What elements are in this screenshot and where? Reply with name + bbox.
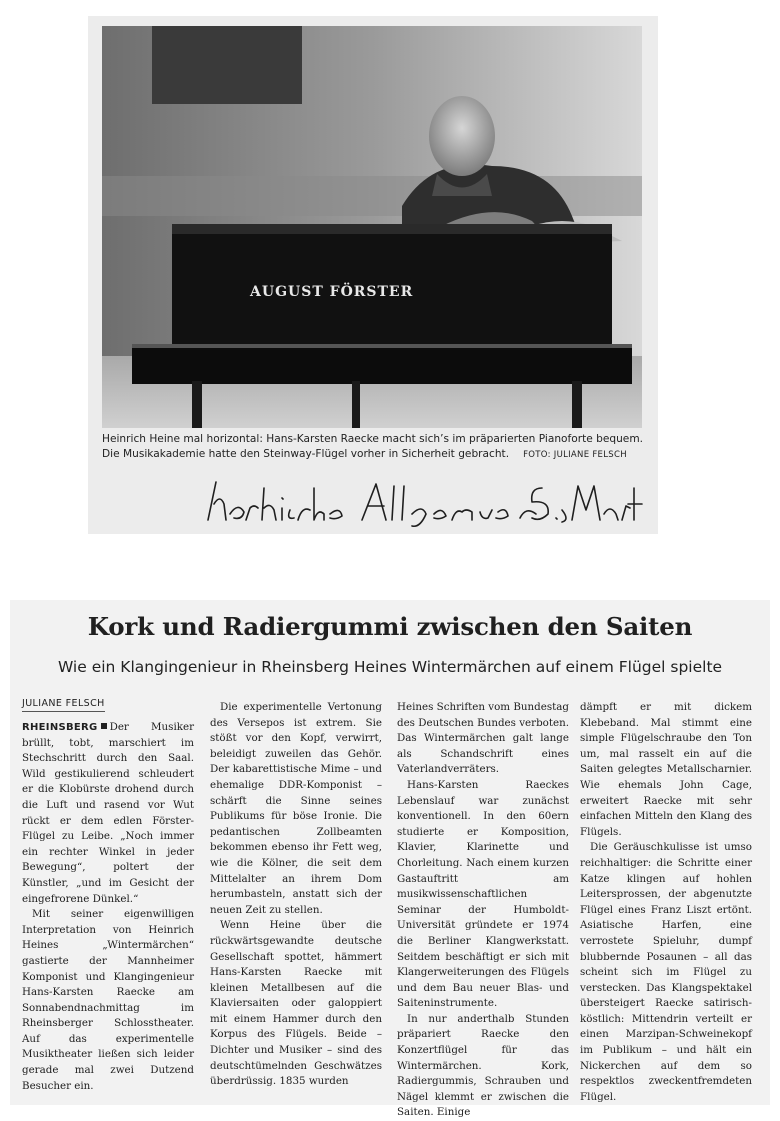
photo-caption xyxy=(102,432,650,463)
paragraph: Die Geräuschkulisse ist umso reichhaltiger: die Schritte einer Katze klingen auf hohlen Leitersprossen, der abgenutzte Flügel eines Franz Liszt ertönt. Asiatische Harfen, eine verrostete Spieluhr, dumpf blubbernde Posaunen – all das scheint sich im Flügel zu verstecken. Das Klangspektakel übersteigert Raecke satirisch-köstlich: Mittendrin verteilt er einen Marzipan-Schweinekopf im Publikum – und hält ein Nickerchen auf dem so respektlos zweckentfremdeten Flügel. xyxy=(580,841,752,1103)
paragraph: dämpft er mit dickem Klebeband. Mal stimmt eine simple Flügelschraube den Ton um, mal rasselt ein auf die Saiten gelegtes Metallscharnier. Wie ehemals John Cage, erweitert Raecke mit sehr einfachen Mitteln den Klang des Flügels. xyxy=(580,701,752,838)
article-byline: JULIANE FELSCH xyxy=(22,698,105,712)
paragraph: Hans-Karsten Raeckes Lebenslauf war zunächst konventionell. In den 60ern studierte er Komposition, Klavier, Klarinette und Chorleitung. Nach einem kurzen Gastauftritt am musikwissenschaftlichen Seminar der Humboldt-Universität gründete er 1974 die Berliner Klangwerkstatt. Seitdem beschäftigt er sich mit Klangerweiterungen des Flügels und dem Bau neuer Blas- und Saiteninstrumente. xyxy=(397,778,569,1010)
news-photo xyxy=(102,26,642,428)
paragraph: Wenn Heine über die rückwärtsgewandte deutsche Gesellschaft spottet, hämmert Hans-Karsten Raecke mit kleinen Metallbesen auf die Klaviersaiten oder galoppiert mit einem Hammer durch den Korpus des Flügels. Beide – Dichter und Musiker – sind des deutschtümelnden Geschwätzes überdrüssig. 1835 wurden xyxy=(210,919,382,1088)
dateline-square-icon xyxy=(101,723,107,729)
photo-credit: FOTO: JULIANE FELSCH xyxy=(523,450,627,460)
article-subheadline: Wie ein Klangingenieur in Rheinsberg Heines Wintermärchen auf einem Flügel spielte xyxy=(57,658,723,676)
article-column-3 xyxy=(397,700,569,1121)
article-column-4 xyxy=(580,700,752,1105)
paragraph: Der Musiker brüllt, tobt, marschiert im Stechschritt durch den Saal. Wild gestikulierend schleudert er die Klobürste drohend durch die Luft und rasend vor Wut rückt er dem edlen Förster-Flügel zu Leibe. „Noch immer ein rechter Winkel in jeder Bewegung“, poltert der Künstler, „und im Gesicht der eingefrorene Dünkel.“ xyxy=(22,721,194,905)
article-dateline: RHEINSBERG xyxy=(22,722,98,733)
paragraph: Heines Schriften vom Bundestag des Deutschen Bundes verboten. Das Wintermärchen galt lange als Schandschrift eines Vaterlandverräters. xyxy=(397,701,569,776)
caption-line-1: Heinrich Heine mal horizontal: Hans-Karsten Raecke macht sich’s im präparierten Pianoforte bequem. xyxy=(102,433,644,445)
article-headline: Kork und Radiergummi zwischen den Saiten xyxy=(87,612,693,641)
piano-brand-label: AUGUST FÖRSTER xyxy=(250,284,414,300)
paragraph: In nur anderthalb Stunden präpariert Raecke den Konzertflügel für das Wintermärchen. Kork, Radiergummis, Schrauben und Nägel klemmt er zwischen die Saiten. Einige xyxy=(397,1012,569,1119)
paragraph: Mit seiner eigenwilligen Interpretation von Heinrich Heines „Wintermärchen“ gastierte der Mannheimer Komponist und Klangingenieur Hans-Karsten Raecke am Sonnabendnachmittag im Rheinsberger Schlosstheater. Auf das experimentelle Musiktheater ließen sich leider gerade mal zwei Dutzend Besucher ein. xyxy=(22,908,194,1092)
caption-line-2: Die Musikakademie hatte den Steinway-Flügel vorher in Sicherheit gebracht. xyxy=(102,448,510,460)
article-column-1 xyxy=(22,720,194,1094)
handwritten-source-note xyxy=(190,474,660,530)
paragraph: Die experimentelle Vertonung des Versepos ist extrem. Sie stößt vor den Kopf, verwirrt, beleidigt zuweilen das Gehör. Der kabarettistische Mime – und ehemalige DDR-Komponist – schärft die Sinne seines Publikums für böse Ironie. Die pedantischen Zollbeamten bekommen ebenso ihr Fett weg, wie die Kölner, die seit dem Mittelalter an ihrem Dom herumbasteln, anstatt sich der neuen Zeit zu stellen. xyxy=(210,701,382,916)
article-column-2 xyxy=(210,700,382,1090)
